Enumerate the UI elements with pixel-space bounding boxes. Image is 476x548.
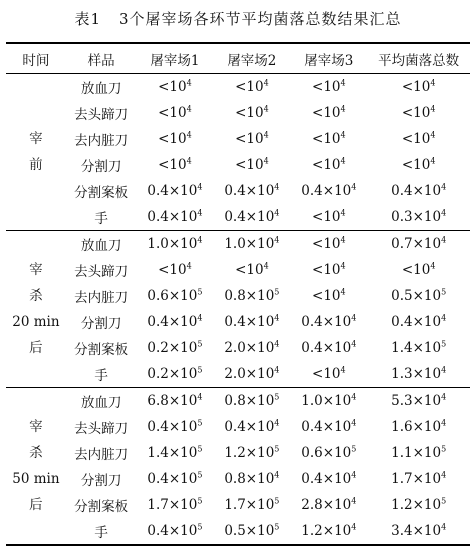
plant-2-cell: $0.8\times 10^5$	[224, 287, 280, 304]
plant-3-cell: $0.4\times 10^4$	[301, 470, 357, 487]
plant-3-cell: $0.4\times 10^4$	[301, 418, 357, 435]
sample-cell: 分割案板	[74, 185, 129, 201]
plant-3-cell: $<10^4$	[312, 130, 346, 147]
sample-cell: 分割刀	[80, 316, 122, 332]
average-cell: $<10^4$	[401, 78, 436, 95]
table-row	[6, 309, 470, 335]
header-sample: 样品	[87, 52, 115, 69]
time-label: 宰	[29, 262, 43, 278]
plant-2-cell: $0.4\times 10^4$	[224, 208, 280, 225]
plant-2-cell: $0.5\times 10^5$	[224, 522, 280, 539]
plant-2-cell: $0.8\times 10^4$	[224, 470, 280, 487]
plant-2-cell: $<10^4$	[235, 130, 269, 147]
time-cell	[6, 74, 66, 231]
plant-3-cell: $<10^4$	[312, 208, 346, 225]
plant-3-cell: $<10^4$	[312, 287, 346, 304]
table-title	[0, 8, 476, 29]
plant-2-cell: $0.4\times 10^4$	[224, 418, 280, 435]
table-row	[6, 74, 470, 101]
table-row	[6, 335, 470, 361]
plant-2-cell: $2.0\times 10^4$	[224, 339, 280, 356]
average-cell: $1.7\times 10^4$	[391, 470, 447, 487]
plant-3-cell: $0.4\times 10^4$	[301, 313, 357, 330]
plant-2-cell: $<10^4$	[235, 156, 269, 173]
table-row	[6, 126, 470, 152]
sample-cell: 手	[94, 368, 108, 384]
table-row	[6, 152, 470, 178]
plant-3-cell: $<10^4$	[312, 365, 346, 382]
table-row	[6, 440, 470, 466]
plant-1-cell: $0.2\times 10^5$	[147, 365, 203, 382]
plant-1-cell: $0.4\times 10^5$	[147, 418, 203, 435]
time-label: 杀	[29, 288, 43, 304]
plant-1-cell: $1.0\times 10^4$	[147, 235, 203, 252]
header-time: 时间	[22, 52, 50, 69]
average-cell: $3.4\times 10^4$	[391, 522, 447, 539]
time-label: 后	[29, 497, 43, 513]
average-cell: $1.6\times 10^4$	[391, 418, 447, 435]
plant-1-cell: $6.8\times 10^4$	[147, 392, 203, 409]
sample-cell: 放血刀	[80, 238, 122, 254]
average-cell: $1.3\times 10^4$	[391, 365, 447, 382]
sample-cell: 去内脏刀	[74, 290, 129, 306]
plant-1-cell: $1.7\times 10^5$	[147, 496, 203, 513]
plant-3-cell: $<10^4$	[312, 78, 346, 95]
plant-2-cell: $<10^4$	[235, 261, 269, 278]
sample-cell: 手	[94, 525, 108, 541]
sample-cell: 去内脏刀	[74, 447, 129, 463]
plant-3-cell: $2.8\times 10^4$	[301, 496, 357, 513]
plant-1-cell: $0.4\times 10^4$	[147, 182, 203, 199]
plant-1-cell: $0.4\times 10^4$	[147, 208, 203, 225]
plant-3-cell: $<10^4$	[312, 261, 346, 278]
average-cell: $5.3\times 10^4$	[391, 392, 447, 409]
table-caption: 3个屠宰场各环节平均菌落总数结果汇总	[119, 10, 402, 28]
sample-cell: 放血刀	[80, 81, 122, 97]
table-row	[6, 231, 470, 258]
plant-1-cell: $0.4\times 10^5$	[147, 470, 203, 487]
average-cell: $0.4\times 10^4$	[391, 182, 447, 199]
header-plant-2: 屠宰场2	[227, 52, 277, 69]
header-plant-1: 屠宰场1	[150, 52, 200, 69]
average-cell: $<10^4$	[401, 130, 436, 147]
time-label: 宰	[29, 419, 43, 435]
average-cell: $<10^4$	[401, 104, 436, 121]
header-average: 平均菌落总数	[378, 52, 460, 69]
results-table	[6, 42, 470, 546]
table-row	[6, 518, 470, 545]
plant-2-cell: $2.0\times 10^4$	[224, 365, 280, 382]
plant-2-cell: $0.8\times 10^5$	[224, 392, 280, 409]
plant-2-cell: $<10^4$	[235, 78, 269, 95]
plant-1-cell: $0.4\times 10^4$	[147, 313, 203, 330]
sample-cell: 去头蹄刀	[74, 421, 129, 437]
time-label: 20 min	[12, 314, 60, 330]
plant-2-cell: $0.4\times 10^4$	[224, 182, 280, 199]
average-cell: $0.3\times 10^4$	[391, 208, 447, 225]
plant-1-cell: $<10^4$	[158, 261, 192, 278]
table-row	[6, 466, 470, 492]
table-row	[6, 492, 470, 518]
table-row	[6, 283, 470, 309]
plant-1-cell: $0.6\times 10^5$	[147, 287, 203, 304]
sample-cell: 去头蹄刀	[74, 264, 129, 280]
header-plant-3: 屠宰场3	[304, 52, 354, 69]
plant-3-cell: $1.0\times 10^4$	[301, 392, 357, 409]
time-label: 前	[29, 157, 43, 173]
sample-cell: 分割案板	[74, 499, 129, 515]
table-row	[6, 388, 470, 415]
plant-2-cell: $1.7\times 10^5$	[224, 496, 280, 513]
table-row	[6, 414, 470, 440]
table-row	[6, 178, 470, 204]
average-cell: $<10^4$	[401, 156, 436, 173]
time-cell	[6, 231, 66, 388]
header-row	[6, 43, 470, 74]
sample-cell: 分割刀	[80, 159, 122, 175]
plant-1-cell: $<10^4$	[158, 78, 192, 95]
sample-cell: 手	[94, 211, 108, 227]
table-group	[6, 388, 470, 546]
plant-3-cell: $0.4\times 10^4$	[301, 182, 357, 199]
plant-1-cell: $<10^4$	[158, 130, 192, 147]
plant-2-cell: $0.4\times 10^4$	[224, 313, 280, 330]
table-row	[6, 100, 470, 126]
plant-3-cell: $1.2\times 10^4$	[301, 522, 357, 539]
sample-cell: 去内脏刀	[74, 133, 129, 149]
plant-3-cell: $0.6\times 10^5$	[301, 444, 357, 461]
time-label: 宰	[29, 131, 43, 147]
sample-cell: 分割刀	[80, 473, 122, 489]
plant-3-cell: $<10^4$	[312, 235, 346, 252]
plant-1-cell: $<10^4$	[158, 156, 192, 173]
time-label: 50 min	[12, 471, 60, 487]
plant-1-cell: $0.2\times 10^5$	[147, 339, 203, 356]
average-cell: $0.5\times 10^5$	[391, 287, 447, 304]
table-row	[6, 257, 470, 283]
sample-cell: 放血刀	[80, 395, 122, 411]
plant-1-cell: $1.4\times 10^5$	[147, 444, 203, 461]
average-cell: $<10^4$	[401, 261, 436, 278]
average-cell: $1.2\times 10^5$	[391, 496, 447, 513]
average-cell: $0.7\times 10^4$	[391, 235, 447, 252]
plant-2-cell: $1.2\times 10^5$	[224, 444, 280, 461]
plant-2-cell: $1.0\times 10^4$	[224, 235, 280, 252]
table-number: 表1	[74, 10, 101, 28]
time-label: 杀	[29, 445, 43, 461]
plant-2-cell: $<10^4$	[235, 104, 269, 121]
plant-3-cell: $<10^4$	[312, 156, 346, 173]
table-group	[6, 231, 470, 388]
average-cell: $1.1\times 10^5$	[391, 444, 447, 461]
plant-1-cell: $0.4\times 10^5$	[147, 522, 203, 539]
plant-3-cell: $<10^4$	[312, 104, 346, 121]
table-row	[6, 204, 470, 231]
sample-cell: 去头蹄刀	[74, 107, 129, 123]
plant-3-cell: $0.4\times 10^4$	[301, 339, 357, 356]
table-group	[6, 74, 470, 231]
sample-cell: 分割案板	[74, 342, 129, 358]
plant-1-cell: $<10^4$	[158, 104, 192, 121]
average-cell: $1.4\times 10^5$	[391, 339, 447, 356]
table-row	[6, 361, 470, 388]
time-label: 后	[29, 340, 43, 356]
average-cell: $0.4\times 10^4$	[391, 313, 447, 330]
time-cell	[6, 388, 66, 546]
